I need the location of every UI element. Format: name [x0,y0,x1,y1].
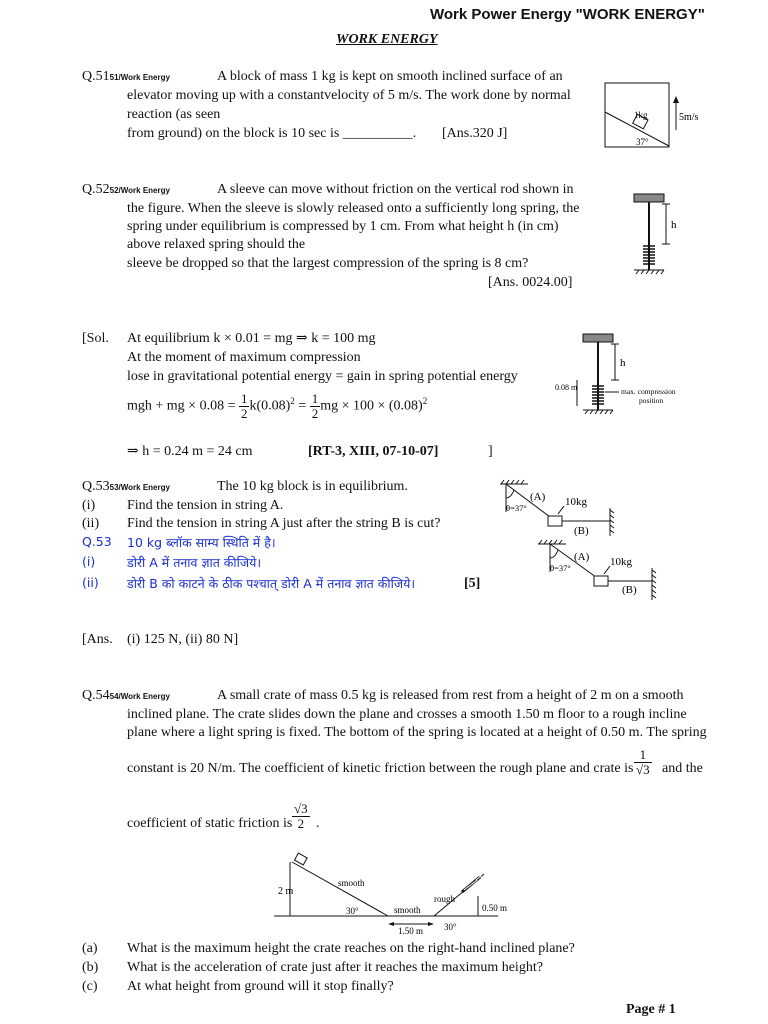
part-marker: (c) [82,979,98,994]
string-a-label: (A) [574,551,590,563]
question-text: Find the tension in string A just after the string B is cut? [127,516,441,531]
compression-figure [555,330,705,420]
mass-label: 10kg [610,556,632,568]
answer: [Ans. 0024.00] [488,275,573,290]
question-text: Find the tension in string A. [127,498,284,513]
angle-label: 37° [636,137,649,147]
question-text: elevator moving up with a constantvelocity of 5 m/s. The work done by normal [127,88,571,103]
question-text: above relaxed spring should the [127,237,306,252]
question-text: plane where a light spring is fixed. The bottom of the spring is located at a height of 0.50 m. The spring [127,725,707,740]
question-text: What is the maximum height the crate reaches on the right-hand inclined plane? [127,941,575,956]
question-text: from ground) on the block is 10 sec is __________. [127,126,417,141]
page-header-title: Work Power Energy "WORK ENERGY" [430,6,705,23]
bracket-close: ] [488,444,493,459]
question-text: coefficient of static friction is [127,816,293,831]
question-text: The 10 kg block is in equilibrium. [217,479,408,494]
question-text: At what height from ground will it stop finally? [127,979,394,994]
answer: [Ans.320 J] [442,126,508,141]
question-text: sleeve be dropped so that the largest compression of the spring is 8 cm? [127,256,529,271]
answer-label: [Ans. [82,632,113,647]
block-strings-figure-1 [488,478,628,538]
height-label: h [671,219,677,231]
question-text: reaction (as seen [127,107,221,122]
document-title: WORK ENERGY [336,32,438,47]
smooth-incline-label: smooth [338,878,365,888]
part-marker: (ii) [82,575,99,590]
question-number: Q.5454/Work Energy [82,688,170,703]
question-text: A small crate of mass 0.5 kg is released from rest from a height of 2 m on a smooth [217,688,684,703]
speed-label: 5m/s [679,112,699,123]
question-text: the figure. When the sleeve is slowly released onto a sufficiently long spring, the [127,201,580,216]
hindi-question-number: Q.53 [82,534,112,549]
position-label: position [639,396,664,405]
hindi-text: डोरी A में तनाव ज्ञात कीजिये। [127,555,262,570]
question-text: and the [662,761,703,776]
floor-length-label: 1.50 m [398,926,424,936]
solution-label: [Sol. [82,331,109,346]
angle-right-label: 30° [444,922,457,932]
part-marker: (i) [82,554,96,569]
question-text: constant is 20 N/m. The coefficient of kinetic friction between the rough plane and crate is [127,761,634,776]
fraction-static: $\frac{√3}{2}$ [294,801,308,831]
height-2m-label: 2 m [278,886,294,897]
compression-label: 0.08 m [555,383,578,392]
solution-equation: mgh + mg × 0.08 = $\frac{1}{2}$ $k(0.08)^2$ = $\frac{1}{2}$ mg × $100 \times (0.08)^2$ [127,391,428,421]
part-marker: (ii) [82,516,100,531]
solution-text: lose in gravitational potential energy = gain in spring potential energy [127,369,518,384]
block-strings-figure-2 [530,538,670,604]
solution-reference: [RT-3, XIII, 07-10-07] [308,444,439,459]
angle-label: θ=37° [550,563,571,573]
height-label: h [620,357,626,369]
question-number: Q.5252/Work Energy [82,182,170,197]
answer-text: (i) 125 N, (ii) 80 N] [127,632,239,647]
part-marker: (a) [82,941,98,956]
elevator-incline-figure [604,82,704,152]
angle-left-label: 30° [346,906,359,916]
max-compression-label: max. compression [621,387,676,396]
question-number: Q.5151/Work Energy [82,69,170,84]
mass-label: 1kg [634,110,648,120]
crate-incline-figure [270,852,510,936]
hindi-text: डोरी B को काटने के ठीक पश्चात् डोरी A में तनाव ज्ञात कीजिये। [127,576,416,591]
marks: [5] [464,576,481,591]
part-marker: (i) [82,498,96,513]
rough-label: rough [434,894,455,904]
question-number: Q.5353/Work Energy [82,479,170,494]
solution-text: At the moment of maximum compression [127,350,361,365]
page-number: Page # 1 [626,1002,676,1017]
question-text: A sleeve can move without friction on the vertical rod shown in [217,182,574,197]
part-marker: (b) [82,960,99,975]
question-text: What is the acceleration of crate just after it reaches the maximum height? [127,960,543,975]
sleeve-spring-figure [628,190,688,278]
string-b-label: (B) [574,525,589,537]
smooth-floor-label: smooth [394,905,421,915]
fraction-kinetic: $\frac{1}{√3}$ [636,747,650,777]
string-a-label: (A) [530,491,546,503]
question-text: A block of mass 1 kg is kept on smooth inclined surface of an [217,69,563,84]
string-b-label: (B) [622,584,637,596]
height-050-label: 0.50 m [482,903,508,913]
question-text: . [316,816,320,831]
mass-label: 10kg [565,496,587,508]
angle-label: θ=37° [506,503,527,513]
question-text: inclined plane. The crate slides down the plane and crosses a smooth 1.50 m floor to a rough incline [127,707,687,722]
solution-text: ⇒ h = 0.24 m = 24 cm [127,444,253,459]
question-text: spring under equilibrium is compressed by 1 cm. From what height h (in cm) [127,219,559,234]
solution-text: At equilibrium k × 0.01 = mg ⇒ k = 100 mg [127,331,376,346]
hindi-text: 10 kg ब्लॉक साम्य स्थिति में है। [127,535,276,550]
